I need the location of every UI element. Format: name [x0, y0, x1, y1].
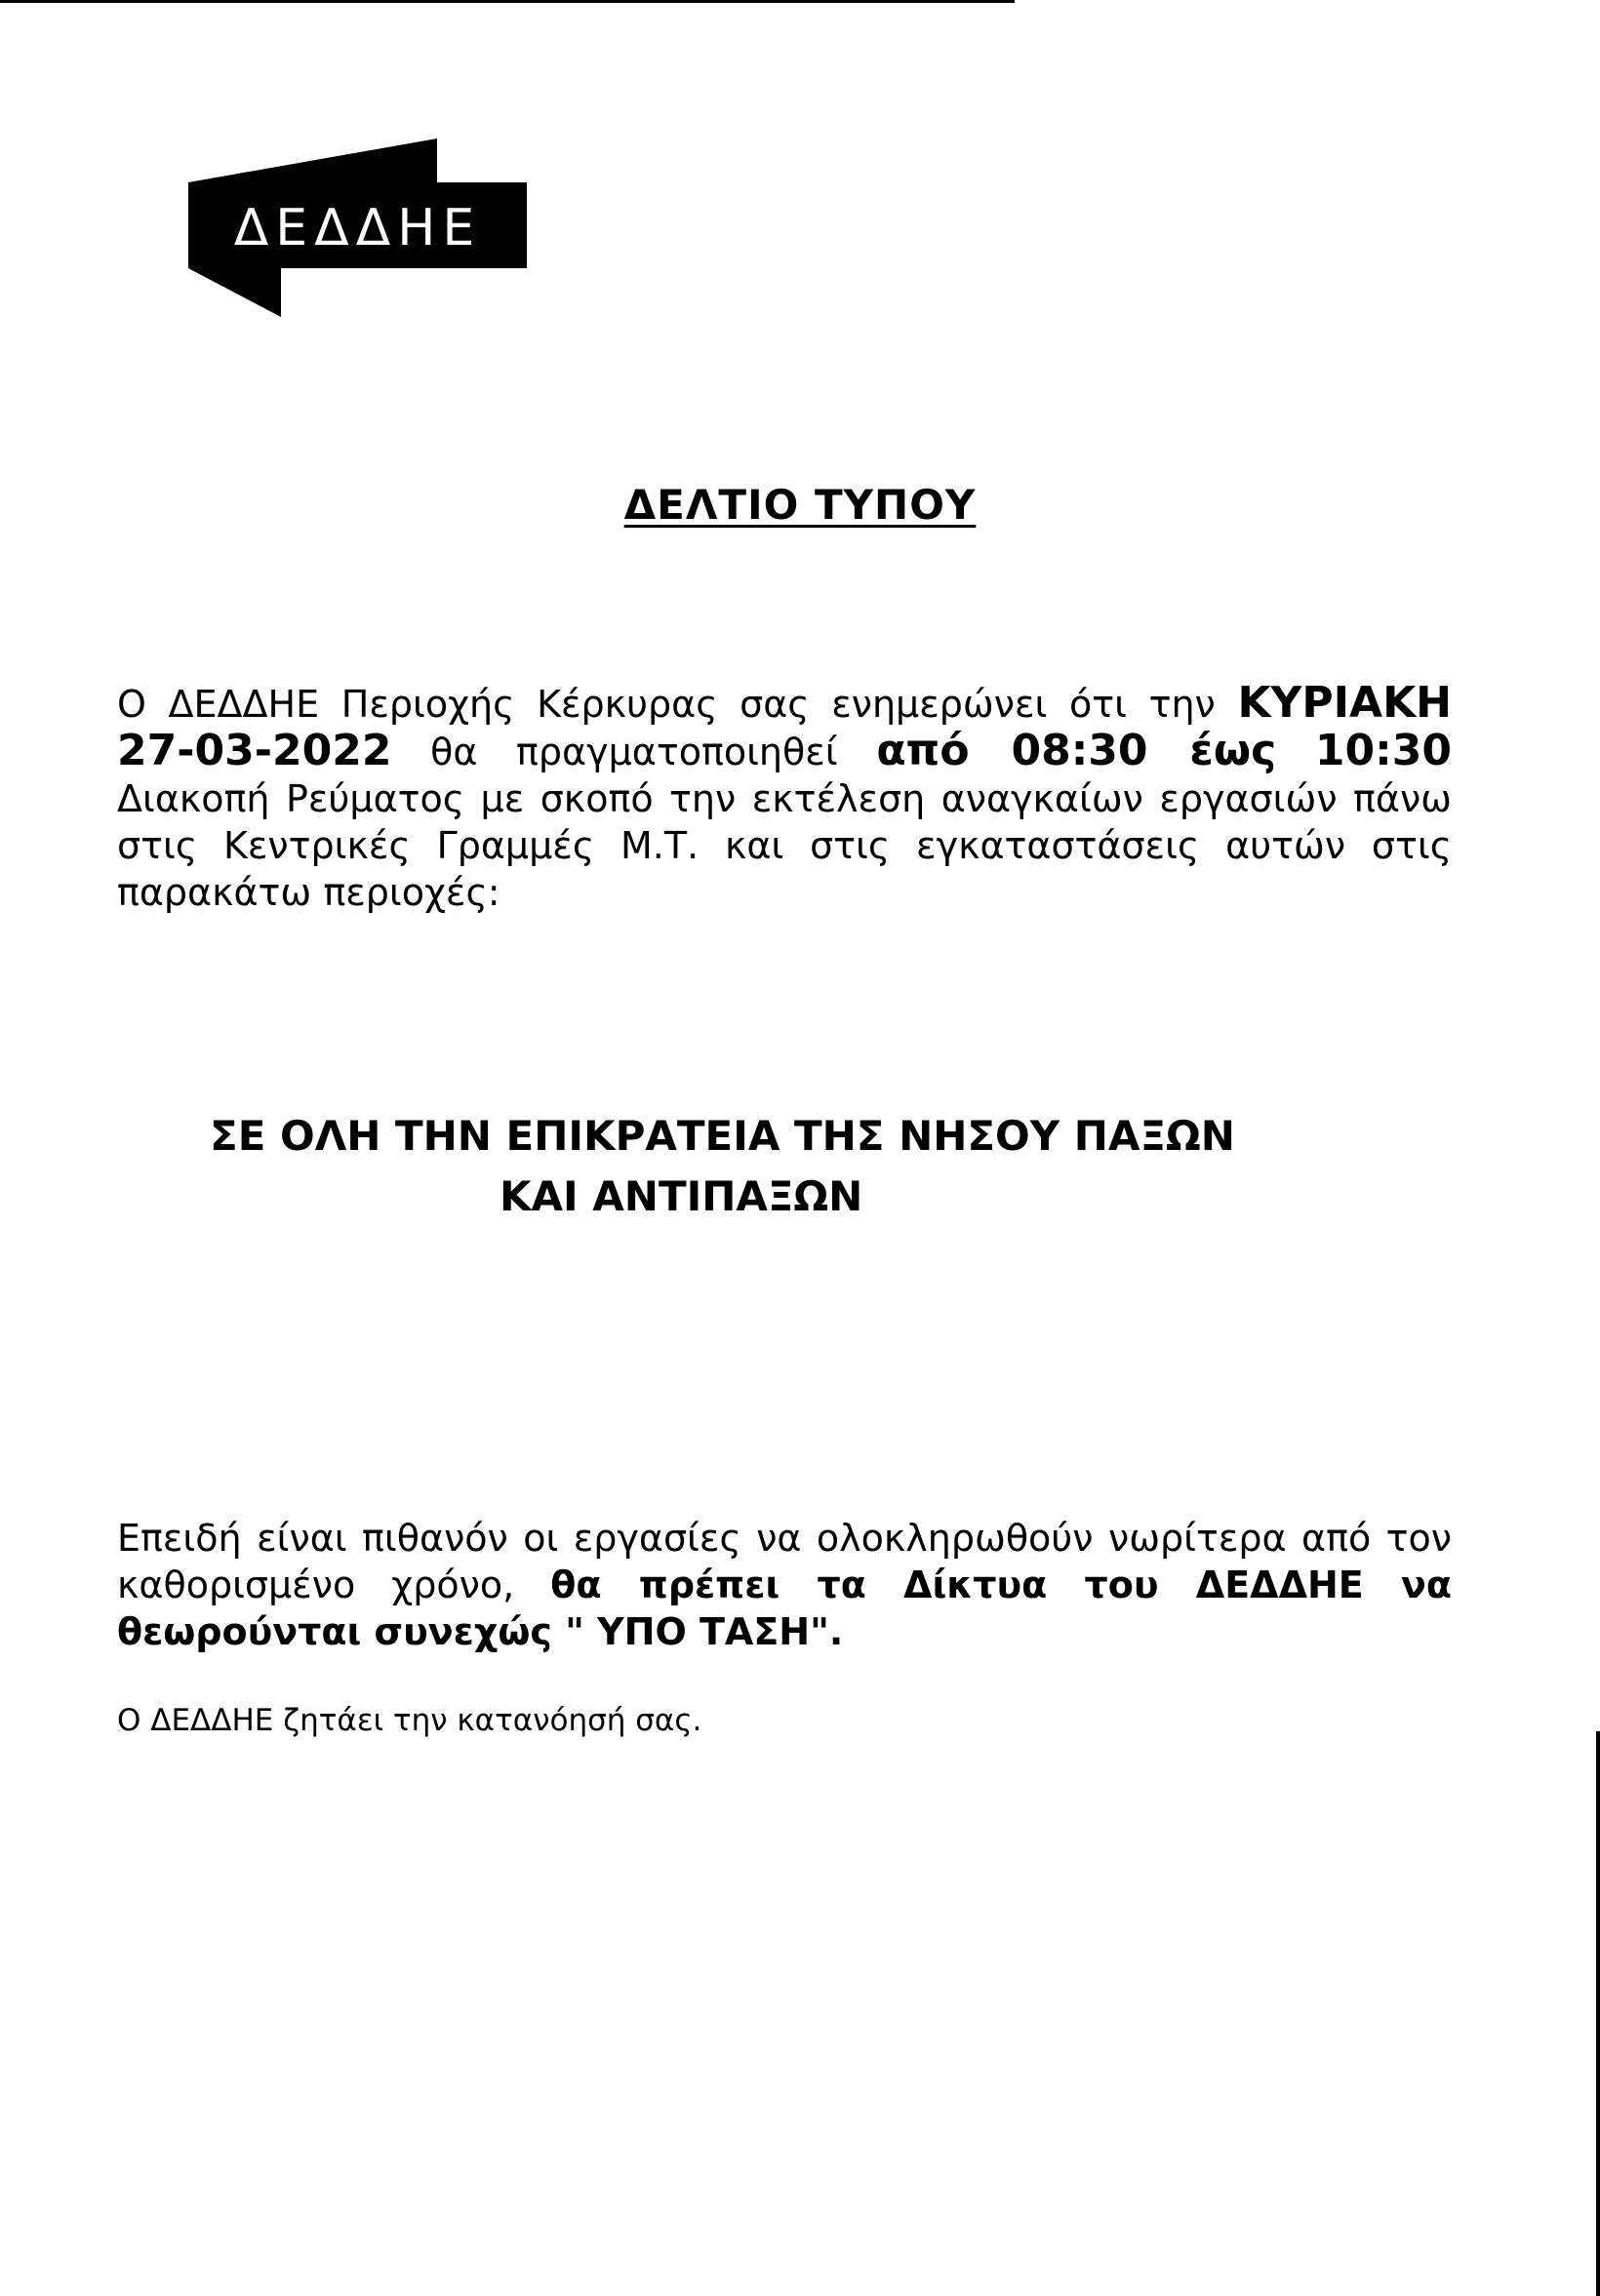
page-title-text: ΔΕΛΤΙΟ ΤΥΠΟΥ — [623, 481, 977, 529]
notice-paragraph — [117, 1515, 1452, 1655]
intro-paragraph — [117, 680, 1452, 916]
notice-text: Επειδή είναι πιθανόν οι εργασίες να ολοκληρωθούν νωρίτερα από τον καθορισμένο χρόνο, — [117, 1517, 1452, 1606]
affected-area-line-1: ΣΕ ΟΛΗ ΤΗΝ ΕΠΙΚΡΑΤΕΙΑ ΤΗΣ ΝΗΣΟΥ ΠΑΞΩΝ — [210, 1112, 1235, 1160]
intro-text-1: Ο ΔΕΔΔΗΕ Περιοχής Κέρκυρας σας ενημερώνει ότι την — [117, 683, 1216, 726]
scan-border-top — [0, 0, 1015, 3]
outage-date: ΚΥΡΙΑΚΗ 27-03-2022 — [117, 678, 1452, 775]
logo-text: ΔΕΔΔΗΕ — [233, 199, 482, 257]
scan-border-right — [1596, 1731, 1600, 2296]
outage-time-to: 10:30 — [1314, 726, 1452, 775]
intro-text-3: Διακοπή Ρεύματος με σκοπό την εκτέλεση αναγκαίων εργασιών πάνω στις Κεντρικές Γραμμές Μ.Τ. και στις εγκαταστάσεις αυτών στις παρακάτω περιοχές: — [117, 777, 1452, 914]
intro-text-2: θα πραγματοποιηθεί — [430, 731, 838, 773]
closing-note: Ο ΔΕΔΔΗΕ ζητάει την κατανόησή σας. — [117, 1703, 702, 1738]
notice-warning: θα πρέπει τα Δίκτυα του ΔΕΔΔΗΕ να θεωρούνται συνεχώς " ΥΠΟ ΤΑΣΗ". — [117, 1564, 1452, 1653]
page-title — [0, 476, 1600, 534]
outage-time-from: από 08:30 έως — [876, 726, 1277, 775]
affected-area-line-2: ΚΑΙ ΑΝΤΙΠΑΞΩΝ — [500, 1172, 863, 1220]
company-logo — [188, 139, 527, 317]
